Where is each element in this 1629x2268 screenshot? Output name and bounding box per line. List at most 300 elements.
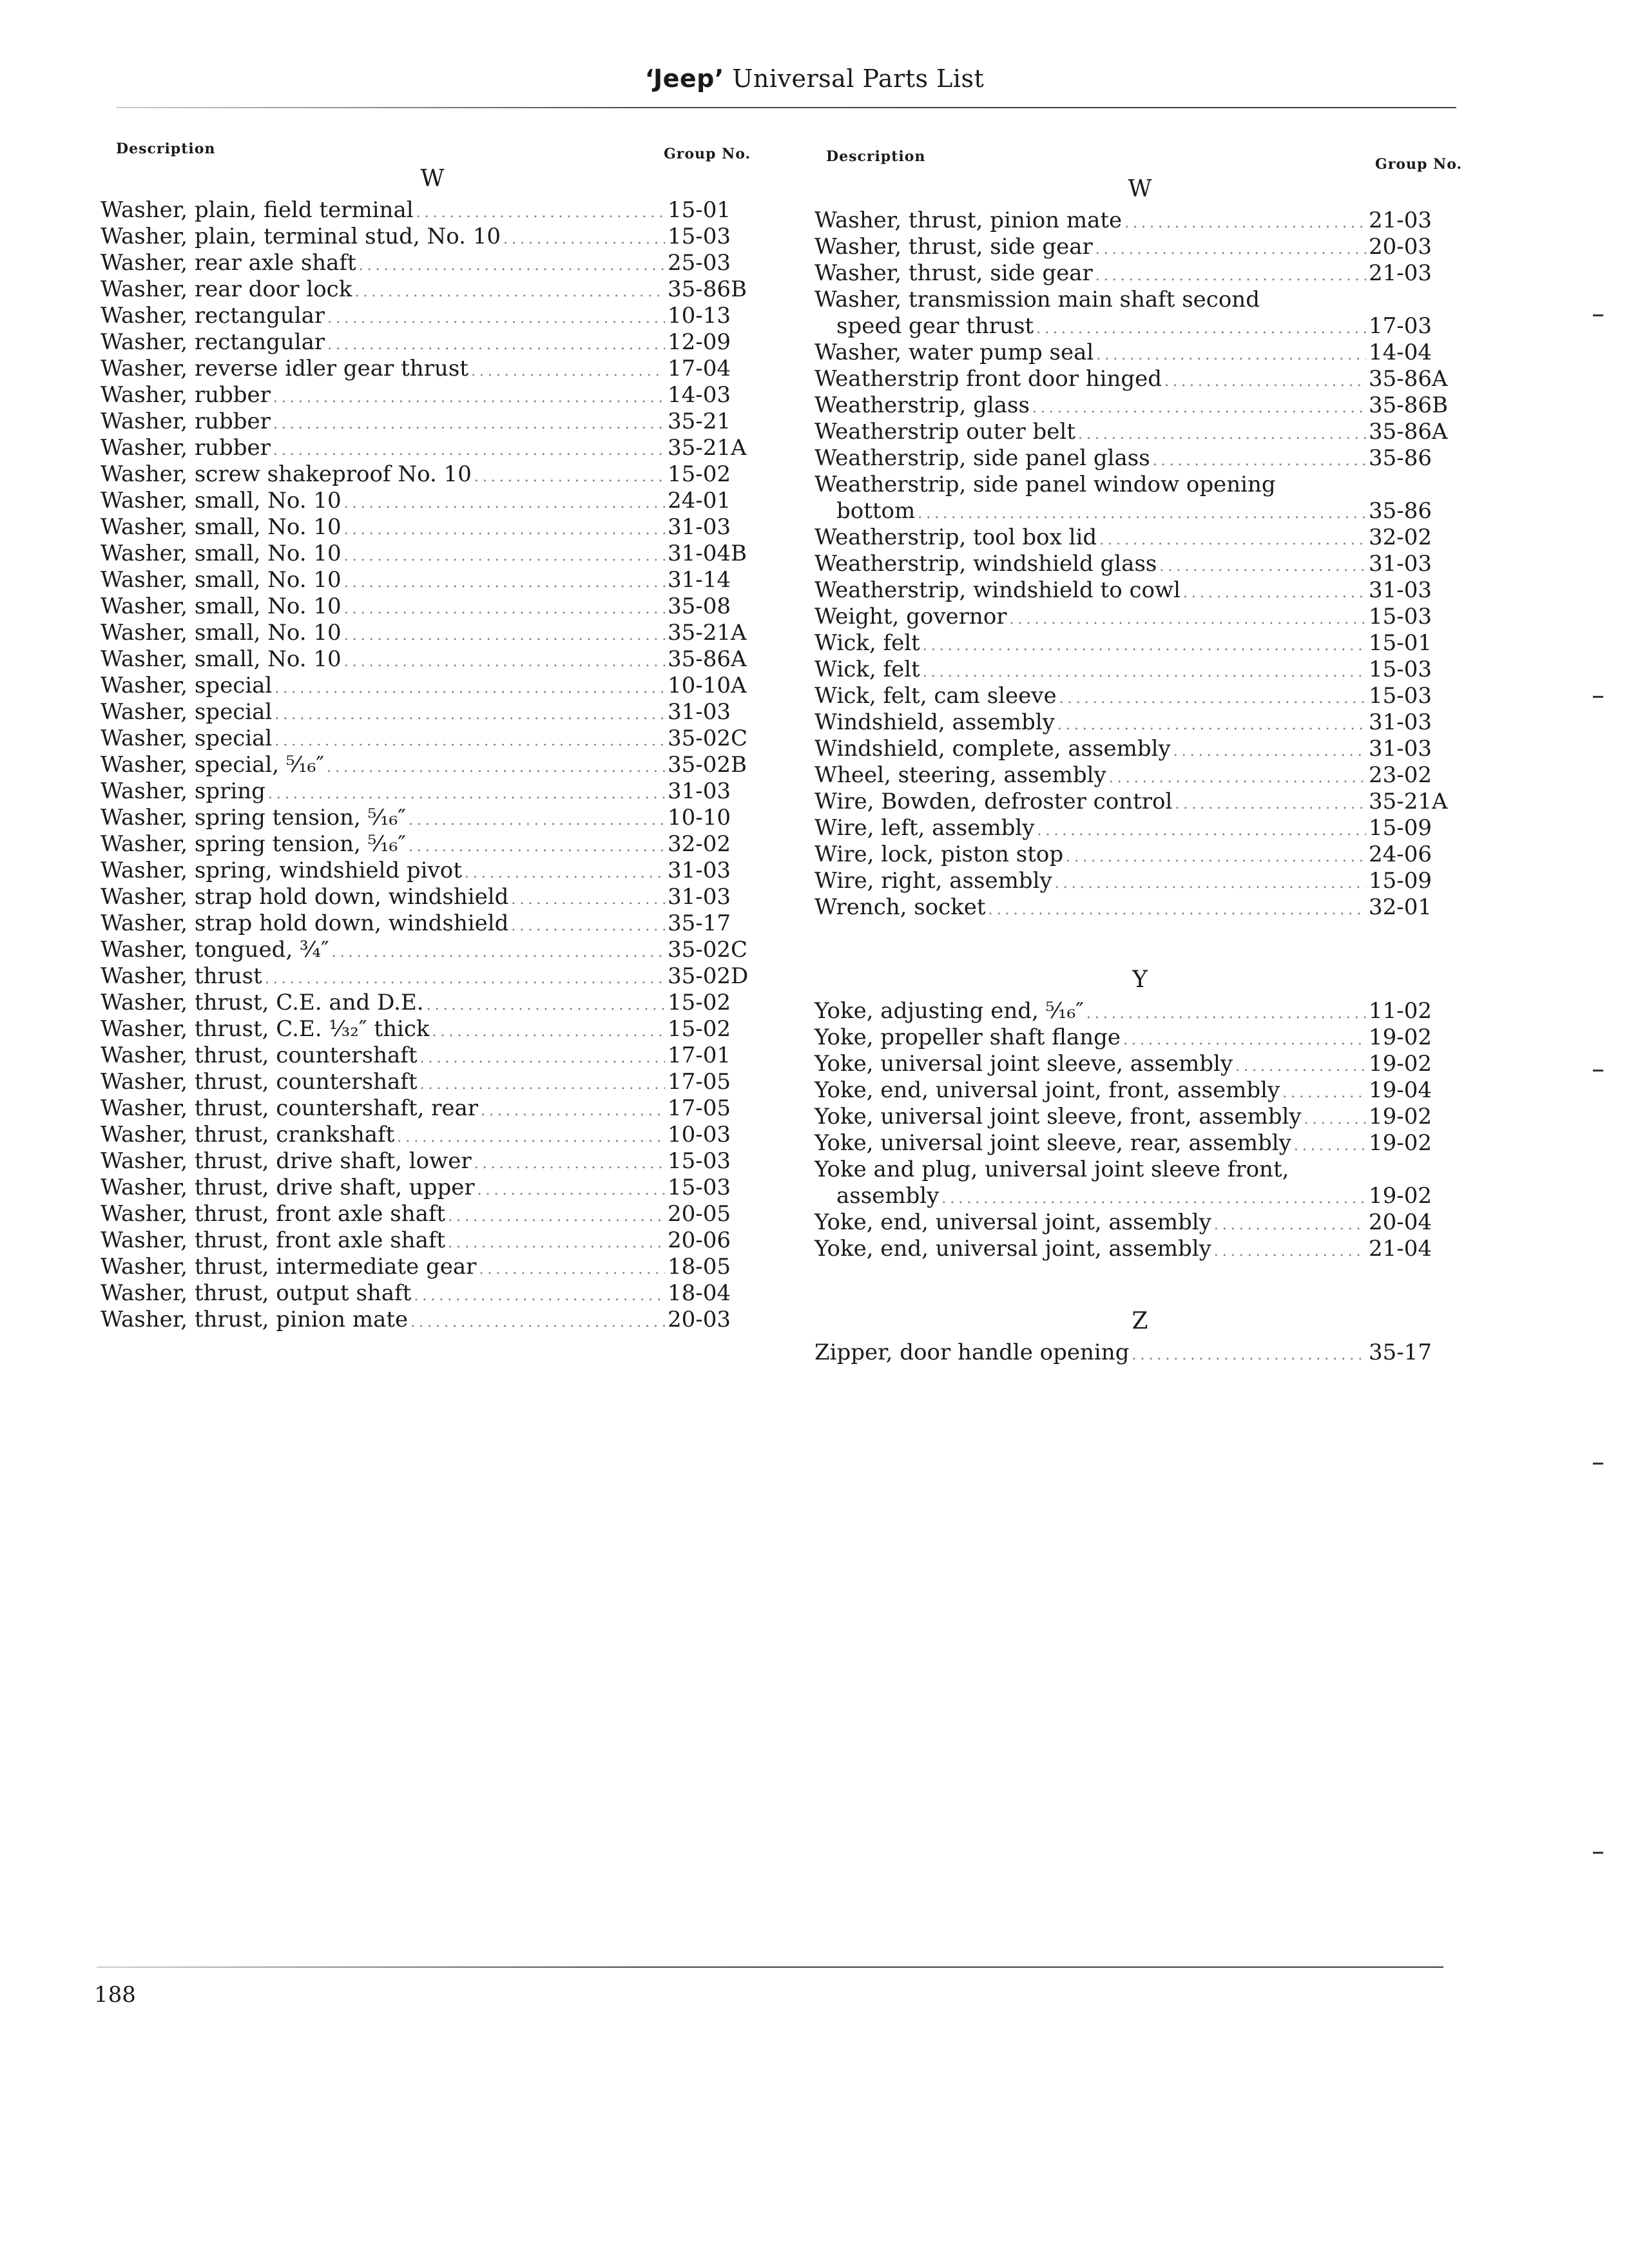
dot-leader xyxy=(923,633,1366,659)
dot-leader xyxy=(1304,1106,1366,1133)
dot-leader xyxy=(448,1204,665,1230)
left-column xyxy=(101,165,764,1333)
parts-entry xyxy=(101,752,764,778)
part-description: Wire, lock, piston stop xyxy=(815,841,1064,867)
part-description: Washer, spring tension, ⁵⁄₁₆″ xyxy=(101,805,406,831)
dot-leader xyxy=(416,200,665,226)
group-number: 19-02 xyxy=(1369,1130,1432,1156)
parts-entry xyxy=(815,313,1465,340)
parts-entry xyxy=(101,858,764,884)
group-number: 35-21 xyxy=(668,408,731,434)
parts-entry xyxy=(101,250,764,276)
group-number: 15-03 xyxy=(1369,604,1432,629)
dot-leader xyxy=(420,1072,665,1098)
parts-entry xyxy=(101,488,764,514)
section-letter-y: Y xyxy=(1132,966,1148,993)
part-description: Wick, felt, cam sleeve xyxy=(815,683,1057,709)
dot-leader xyxy=(327,754,665,781)
group-number: 31-03 xyxy=(1369,709,1432,735)
group-number: 15-03 xyxy=(668,1175,731,1200)
group-number: 35-86 xyxy=(1369,498,1432,524)
dot-leader xyxy=(474,464,665,490)
parts-entry xyxy=(815,868,1465,894)
part-description: Washer, thrust, C.E. and D.E. xyxy=(101,990,424,1015)
group-number: 31-03 xyxy=(668,514,731,540)
part-description: Washer, thrust, pinion mate xyxy=(815,207,1123,233)
parts-entry xyxy=(101,1043,764,1069)
parts-entry xyxy=(101,963,764,990)
group-number: 31-03 xyxy=(1369,577,1432,603)
parts-entry xyxy=(815,683,1465,709)
parts-entry xyxy=(815,841,1465,868)
dot-leader xyxy=(1059,686,1366,712)
group-number: 15-03 xyxy=(1369,657,1432,682)
group-number: 23-02 xyxy=(1369,762,1432,788)
group-number: 35-17 xyxy=(1369,1340,1432,1365)
parts-entry xyxy=(101,303,764,329)
group-number: 35-02C xyxy=(668,726,748,751)
dot-leader xyxy=(1164,369,1366,395)
group-number: 17-05 xyxy=(668,1069,731,1095)
parts-entry xyxy=(101,408,764,435)
part-description: Weatherstrip, windshield glass xyxy=(815,551,1157,577)
dot-leader xyxy=(275,728,665,754)
part-description: Washer, special xyxy=(101,726,273,751)
group-number: 31-03 xyxy=(1369,736,1432,762)
dot-leader xyxy=(1214,1212,1366,1238)
margin-tick xyxy=(1593,696,1603,698)
parts-entry xyxy=(101,1307,764,1333)
group-number: 35-02C xyxy=(668,937,748,963)
parts-entry xyxy=(815,234,1465,260)
parts-entry xyxy=(815,445,1465,472)
dot-leader xyxy=(1294,1133,1366,1159)
group-number: 10-10A xyxy=(668,673,747,698)
group-number: 19-02 xyxy=(1369,1024,1432,1050)
page-header xyxy=(0,64,1629,93)
part-description: Washer, special xyxy=(101,699,273,725)
dot-leader xyxy=(344,596,665,622)
section-letter-w: W xyxy=(420,166,445,192)
group-number: 35-08 xyxy=(668,593,731,619)
part-description: Yoke, universal joint sleeve, front, assembly xyxy=(815,1104,1302,1129)
group-number: 35-21A xyxy=(1369,789,1448,814)
part-description: Washer, thrust, drive shaft, lower xyxy=(101,1148,472,1174)
part-description: Washer, rubber xyxy=(101,408,271,434)
parts-entry xyxy=(815,736,1465,762)
group-number: 35-86A xyxy=(1369,366,1448,392)
part-description: Washer, small, No. 10 xyxy=(101,488,342,514)
group-number: 18-05 xyxy=(668,1254,731,1280)
group-number: 31-04B xyxy=(668,541,747,566)
group-number: 15-01 xyxy=(668,197,731,223)
part-description: Washer, rubber xyxy=(101,435,271,461)
group-number: 15-09 xyxy=(1369,868,1432,894)
dot-leader xyxy=(1173,738,1366,765)
group-number: 15-03 xyxy=(668,224,731,249)
group-number: 32-02 xyxy=(1369,524,1432,550)
parts-entry xyxy=(101,1254,764,1280)
page-title: Universal Parts List xyxy=(732,64,985,93)
part-description: Washer, rear axle shaft xyxy=(101,250,356,276)
dot-leader xyxy=(432,1019,666,1045)
parts-entry xyxy=(815,604,1465,630)
group-number: 35-86A xyxy=(1369,419,1448,445)
group-number: 19-02 xyxy=(1369,1104,1432,1129)
parts-entry xyxy=(101,382,764,408)
group-number: 15-03 xyxy=(668,1148,731,1174)
dot-leader xyxy=(1055,870,1366,897)
part-description: assembly xyxy=(836,1183,940,1209)
part-description: Washer, thrust, countershaft xyxy=(101,1043,418,1068)
dot-leader xyxy=(1010,606,1366,633)
part-description: Washer, strap hold down, windshield xyxy=(101,884,509,910)
group-number: 31-03 xyxy=(668,778,731,804)
left-description-heading: Description xyxy=(116,140,216,157)
dot-leader xyxy=(503,226,665,253)
dot-leader xyxy=(479,1256,665,1283)
part-description: Yoke, end, universal joint, assembly xyxy=(815,1236,1211,1262)
part-description: Washer, spring tension, ⁵⁄₁₆″ xyxy=(101,831,406,857)
group-number: 35-86 xyxy=(1369,445,1432,471)
group-number: 12-09 xyxy=(668,329,731,355)
part-description: Windshield, complete, assembly xyxy=(815,736,1171,762)
group-number: 32-02 xyxy=(668,831,731,857)
dot-leader xyxy=(273,437,665,464)
group-number: 24-01 xyxy=(668,488,731,514)
parts-entry xyxy=(815,657,1465,683)
part-description: Washer, thrust, side gear xyxy=(815,234,1093,260)
dot-leader xyxy=(511,887,665,913)
group-number: 20-06 xyxy=(668,1227,731,1253)
dot-leader xyxy=(448,1230,665,1256)
right-group-heading: Group No. xyxy=(1375,156,1463,173)
dot-leader xyxy=(918,501,1366,527)
part-description: Washer, rectangular xyxy=(101,329,325,355)
group-number: 35-86B xyxy=(1369,392,1449,418)
parts-entry xyxy=(815,366,1465,392)
parts-entry xyxy=(101,276,764,303)
dot-leader xyxy=(1214,1238,1366,1265)
part-description: Wrench, socket xyxy=(815,894,986,920)
part-description: Washer, thrust, front axle shaft xyxy=(101,1201,446,1227)
parts-entry xyxy=(815,789,1465,815)
part-description: Washer, spring xyxy=(101,778,265,804)
group-number: 15-09 xyxy=(1369,815,1432,841)
parts-entry xyxy=(101,1016,764,1043)
part-description: Wheel, steering, assembly xyxy=(815,762,1106,788)
dot-leader xyxy=(273,385,665,411)
dot-leader xyxy=(1036,316,1366,342)
group-number: 15-03 xyxy=(1369,683,1432,709)
dot-leader xyxy=(273,411,665,437)
group-number: 17-01 xyxy=(668,1043,731,1068)
parts-entry xyxy=(101,541,764,567)
group-number: 35-02B xyxy=(668,752,747,778)
dot-leader xyxy=(474,1151,665,1177)
dot-leader xyxy=(1153,448,1366,474)
parts-entry xyxy=(815,1051,1465,1077)
dot-leader xyxy=(354,279,665,305)
group-number: 18-04 xyxy=(668,1280,731,1306)
part-description: Wick, felt xyxy=(815,657,920,682)
parts-entry xyxy=(101,567,764,593)
dot-leader xyxy=(465,860,665,887)
dot-leader xyxy=(327,332,665,358)
part-description: Weatherstrip, side panel window opening xyxy=(815,472,1276,497)
group-number: 20-04 xyxy=(1369,1209,1432,1235)
part-description: Washer, small, No. 10 xyxy=(101,567,342,593)
part-description: Weatherstrip, side panel glass xyxy=(815,445,1150,471)
part-description: Washer, rectangular xyxy=(101,303,325,329)
part-description: Washer, thrust xyxy=(101,963,262,989)
part-description: Yoke, adjusting end, ⁵⁄₁₆″ xyxy=(815,998,1084,1024)
parts-entry xyxy=(101,673,764,699)
part-description: Washer, tongued, ³⁄₄″ xyxy=(101,937,329,963)
parts-entry xyxy=(815,1130,1465,1157)
part-description: Washer, rubber xyxy=(101,382,271,408)
group-number: 25-03 xyxy=(668,250,731,276)
group-number: 19-02 xyxy=(1369,1051,1432,1077)
parts-entry xyxy=(815,472,1465,498)
part-description: Washer, thrust, front axle shaft xyxy=(101,1227,446,1253)
dot-leader xyxy=(275,702,665,728)
part-description: Yoke, universal joint sleeve, assembly xyxy=(815,1051,1233,1077)
dot-leader xyxy=(344,649,665,675)
group-number: 20-05 xyxy=(668,1201,731,1227)
part-description: Washer, thrust, output shaft xyxy=(101,1280,412,1306)
part-description: Yoke, propeller shaft flange xyxy=(815,1024,1121,1050)
parts-entry xyxy=(101,356,764,382)
parts-entry xyxy=(101,1280,764,1307)
part-description: Washer, thrust, C.E. ¹⁄₃₂″ thick xyxy=(101,1016,430,1042)
group-number: 21-04 xyxy=(1369,1236,1432,1262)
group-number: 14-04 xyxy=(1369,340,1432,365)
dot-leader xyxy=(397,1124,665,1151)
dot-leader xyxy=(1132,1342,1366,1369)
part-description: Washer, reverse idler gear thrust xyxy=(101,356,468,381)
part-description: Washer, thrust, countershaft xyxy=(101,1069,418,1095)
part-description: Yoke, universal joint sleeve, rear, assembly xyxy=(815,1130,1291,1156)
dot-leader xyxy=(409,834,665,860)
dot-leader xyxy=(1123,1027,1366,1053)
group-number: 19-04 xyxy=(1369,1077,1432,1103)
parts-entry xyxy=(101,461,764,488)
part-description: Wire, right, assembly xyxy=(815,868,1052,894)
group-number: 19-02 xyxy=(1369,1183,1432,1209)
parts-entry xyxy=(815,340,1465,366)
parts-entry xyxy=(815,762,1465,789)
dot-leader xyxy=(420,1045,665,1072)
part-description: Washer, water pump seal xyxy=(815,340,1094,365)
left-group-heading: Group No. xyxy=(664,146,751,162)
margin-tick xyxy=(1593,1463,1603,1465)
part-description: Washer, small, No. 10 xyxy=(101,593,342,619)
group-number: 32-01 xyxy=(1369,894,1432,920)
margin-tick xyxy=(1593,1070,1603,1072)
part-description: Washer, plain, terminal stud, No. 10 xyxy=(101,224,501,249)
group-number: 31-03 xyxy=(1369,551,1432,577)
page-number: 188 xyxy=(94,1982,136,2008)
dot-leader xyxy=(1124,210,1366,236)
part-description: Washer, plain, field terminal xyxy=(101,197,414,223)
group-number: 20-03 xyxy=(1369,234,1432,260)
brand-name: ‘Jeep’ xyxy=(644,64,724,93)
part-description: Washer, special xyxy=(101,673,273,698)
parts-entry xyxy=(815,1236,1465,1262)
dot-leader xyxy=(923,659,1366,686)
parts-entry xyxy=(101,435,764,461)
parts-entry xyxy=(815,207,1465,234)
parts-entry xyxy=(815,1183,1465,1209)
dot-leader xyxy=(1057,712,1366,738)
group-number: 10-10 xyxy=(668,805,731,831)
group-number: 21-03 xyxy=(1369,260,1432,286)
dot-leader xyxy=(988,897,1366,923)
parts-entry xyxy=(815,1209,1465,1236)
dot-leader xyxy=(1095,263,1366,289)
parts-entry xyxy=(815,392,1465,419)
dot-leader xyxy=(511,913,665,939)
dot-leader xyxy=(477,1177,665,1204)
parts-entry xyxy=(101,1095,764,1122)
dot-leader xyxy=(344,543,665,570)
left-entry-list xyxy=(101,197,764,1333)
group-number: 15-02 xyxy=(668,461,731,487)
parts-entry xyxy=(815,551,1465,577)
dot-leader xyxy=(1099,527,1366,553)
part-description: Washer, thrust, intermediate gear xyxy=(101,1254,477,1280)
dot-leader xyxy=(409,807,665,834)
parts-entry xyxy=(101,805,764,831)
parts-entry xyxy=(101,699,764,726)
right-description-heading: Description xyxy=(826,148,926,165)
dot-leader xyxy=(1159,553,1366,580)
group-number: 20-03 xyxy=(668,1307,731,1332)
parts-entry xyxy=(101,1122,764,1148)
dot-leader xyxy=(1235,1053,1366,1080)
part-description: Weatherstrip, windshield to cowl xyxy=(815,577,1181,603)
section-letter-w-right: W xyxy=(1128,176,1152,202)
dot-leader xyxy=(1037,818,1366,844)
right-z-entry-list xyxy=(815,1340,1465,1366)
parts-entry xyxy=(101,514,764,541)
dot-leader xyxy=(344,622,665,649)
dot-leader xyxy=(265,966,665,992)
group-number: 24-06 xyxy=(1369,841,1432,867)
section-letter-z: Z xyxy=(1132,1308,1148,1334)
dot-leader xyxy=(327,305,665,332)
dot-leader xyxy=(427,992,665,1019)
part-description: Washer, spring, windshield pivot xyxy=(101,858,462,883)
dot-leader xyxy=(344,570,665,596)
parts-entry xyxy=(815,260,1465,287)
parts-entry xyxy=(101,620,764,646)
part-description: Wire, Bowden, defroster control xyxy=(815,789,1173,814)
dot-leader xyxy=(481,1098,665,1124)
parts-entry xyxy=(815,1104,1465,1130)
parts-entry xyxy=(101,726,764,752)
parts-entry xyxy=(815,815,1465,841)
part-description: Washer, thrust, pinion mate xyxy=(101,1307,409,1332)
group-number: 11-02 xyxy=(1369,998,1432,1024)
part-description: Washer, small, No. 10 xyxy=(101,646,342,672)
group-number: 31-14 xyxy=(668,567,731,593)
parts-entry xyxy=(101,224,764,250)
group-number: 31-03 xyxy=(668,884,731,910)
parts-entry xyxy=(815,1024,1465,1051)
group-number: 17-04 xyxy=(668,356,731,381)
part-description: Windshield, assembly xyxy=(815,709,1055,735)
group-number: 31-03 xyxy=(668,699,731,725)
parts-entry xyxy=(101,778,764,805)
parts-entry xyxy=(101,1148,764,1175)
header-rule xyxy=(116,107,1456,108)
part-description: Zipper, door handle opening xyxy=(815,1340,1130,1365)
dot-leader xyxy=(1175,791,1366,818)
dot-leader xyxy=(268,781,665,807)
group-number: 35-21A xyxy=(668,620,747,646)
group-number: 35-86B xyxy=(668,276,747,302)
margin-tick xyxy=(1593,1852,1603,1854)
parts-entry xyxy=(101,197,764,224)
dot-leader xyxy=(1282,1080,1366,1106)
part-description: Weatherstrip, glass xyxy=(815,392,1030,418)
part-description: Yoke and plug, universal joint sleeve front, xyxy=(815,1157,1289,1182)
group-number: 15-01 xyxy=(1369,630,1432,656)
part-description: Weatherstrip, tool box lid xyxy=(815,524,1097,550)
part-description: Washer, transmission main shaft second xyxy=(815,287,1260,312)
dot-leader xyxy=(1095,236,1366,263)
part-description: speed gear thrust xyxy=(836,313,1034,339)
parts-entry xyxy=(101,1069,764,1095)
group-number: 31-03 xyxy=(668,858,731,883)
dot-leader xyxy=(471,358,665,385)
parts-entry xyxy=(815,709,1465,736)
dot-leader xyxy=(410,1309,665,1336)
group-number: 35-86A xyxy=(668,646,747,672)
parts-entry xyxy=(815,630,1465,657)
part-description: bottom xyxy=(836,498,916,524)
part-description: Washer, thrust, countershaft, rear xyxy=(101,1095,479,1121)
dot-leader xyxy=(1183,580,1366,606)
parts-entry xyxy=(815,998,1465,1024)
parts-entry xyxy=(815,524,1465,551)
parts-entry xyxy=(815,1340,1465,1366)
group-number: 15-02 xyxy=(668,990,731,1015)
dot-leader xyxy=(344,490,665,517)
dot-leader xyxy=(1086,1001,1366,1027)
parts-entry xyxy=(101,646,764,673)
group-number: 17-03 xyxy=(1369,313,1432,339)
parts-entry xyxy=(101,1227,764,1254)
part-description: Washer, thrust, side gear xyxy=(815,260,1093,286)
parts-entry xyxy=(815,419,1465,445)
parts-entry xyxy=(815,287,1465,313)
group-number: 10-03 xyxy=(668,1122,731,1148)
part-description: Washer, small, No. 10 xyxy=(101,620,342,646)
group-number: 21-03 xyxy=(1369,207,1432,233)
dot-leader xyxy=(1078,421,1366,448)
dot-leader xyxy=(1109,765,1366,791)
parts-entry xyxy=(101,329,764,356)
margin-tick xyxy=(1593,314,1603,316)
part-description: Washer, small, No. 10 xyxy=(101,514,342,540)
dot-leader xyxy=(359,253,665,279)
footer-rule xyxy=(97,1966,1443,1968)
group-number: 35-17 xyxy=(668,910,731,936)
dot-leader xyxy=(275,675,665,702)
